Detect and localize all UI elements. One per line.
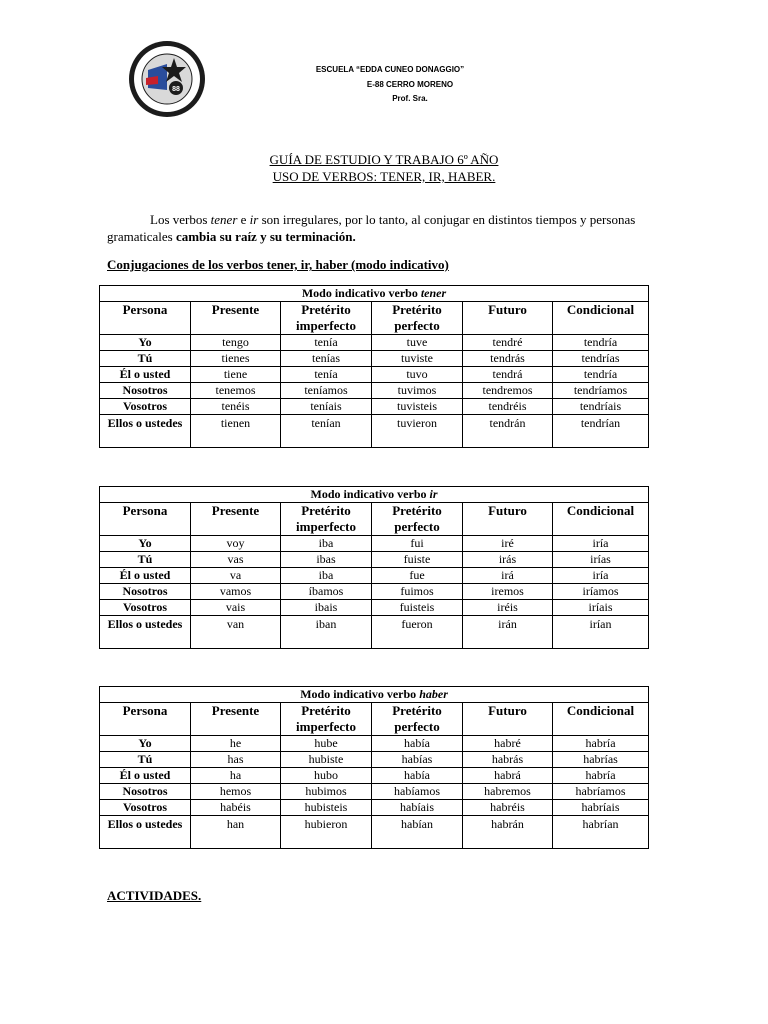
conjugation-cell: iría	[553, 568, 649, 584]
conjugation-cell: fuiste	[372, 552, 463, 568]
column-header: Persona	[100, 302, 191, 335]
teacher-label: Prof. Sra.	[392, 94, 428, 103]
conjugation-cell: fuimos	[372, 584, 463, 600]
persona-cell: Yo	[100, 335, 191, 351]
conjugation-cell: va	[191, 568, 281, 584]
table-row	[100, 816, 649, 849]
conjugation-cell: ha	[191, 768, 281, 784]
conjugation-cell: tenías	[281, 351, 372, 367]
persona-cell: Yo	[100, 536, 191, 552]
persona-cell: Él o usted	[100, 367, 191, 383]
column-header: Presente	[191, 503, 281, 536]
conjugation-cell: irías	[553, 552, 649, 568]
conjugation-cell: fuisteis	[372, 600, 463, 616]
conjugation-cell: tenía	[281, 335, 372, 351]
conjugation-cell: tienes	[191, 351, 281, 367]
conjugation-cell: hemos	[191, 784, 281, 800]
conjugation-cell: habréis	[463, 800, 553, 816]
page-subtitle: USO DE VERBOS: TENER, IR, HABER.	[272, 169, 496, 184]
conjugation-cell: han	[191, 816, 281, 849]
school-name: ESCUELA “EDDA CUNEO DONAGGIO”	[315, 65, 465, 74]
conjugation-cell: tuvo	[372, 367, 463, 383]
conjugation-cell: tenemos	[191, 383, 281, 399]
table-row	[100, 415, 649, 448]
column-header: Persona	[100, 503, 191, 536]
school-code: E-88 CERRO MORENO	[366, 80, 454, 89]
conjugation-cell: tienen	[191, 415, 281, 448]
conjugation-cell: iréis	[463, 600, 553, 616]
table-row	[100, 584, 649, 600]
column-header: Pretérito perfecto	[372, 302, 463, 335]
conjugation-cell: he	[191, 736, 281, 752]
page-title: GUÍA DE ESTUDIO Y TRABAJO 6º AÑO	[269, 152, 499, 167]
column-header: Pretérito imperfecto	[281, 703, 372, 736]
conjugation-cell: iré	[463, 536, 553, 552]
conjugation-cell: hubisteis	[281, 800, 372, 816]
table-caption: Modo indicativo verbo tener	[100, 286, 649, 302]
column-header: Pretérito imperfecto	[281, 503, 372, 536]
conjugation-cell: habríais	[553, 800, 649, 816]
persona-cell: Vosotros	[100, 800, 191, 816]
table-caption: Modo indicativo verbo ir	[100, 487, 649, 503]
column-header: Condicional	[553, 703, 649, 736]
conjugation-cell: habrá	[463, 768, 553, 784]
persona-cell: Él o usted	[100, 768, 191, 784]
persona-cell: Vosotros	[100, 399, 191, 415]
persona-cell: Tú	[100, 752, 191, 768]
conjugation-cell: vamos	[191, 584, 281, 600]
persona-cell: Ellos o ustedes	[100, 616, 191, 649]
conjugation-cell: hubiste	[281, 752, 372, 768]
table-row	[100, 800, 649, 816]
conjugation-cell: fueron	[372, 616, 463, 649]
conjugation-cell: tuvisteis	[372, 399, 463, 415]
conjugation-cell: tendríamos	[553, 383, 649, 399]
conjugation-cell: tendrá	[463, 367, 553, 383]
conjugation-cell: iríais	[553, 600, 649, 616]
conjugation-cell: fue	[372, 568, 463, 584]
conjugation-cell: habré	[463, 736, 553, 752]
conjugation-cell: tuvieron	[372, 415, 463, 448]
persona-cell: Tú	[100, 351, 191, 367]
activities-heading: ACTIVIDADES.	[107, 888, 202, 903]
persona-cell: Tú	[100, 552, 191, 568]
column-header: Pretérito perfecto	[372, 703, 463, 736]
column-header: Futuro	[463, 302, 553, 335]
conjugation-table-haber	[99, 686, 649, 849]
conjugation-cell: habría	[553, 736, 649, 752]
conjugation-cell: hube	[281, 736, 372, 752]
table-row	[100, 351, 649, 367]
conjugation-cell: había	[372, 768, 463, 784]
conjugation-cell: tuviste	[372, 351, 463, 367]
conjugation-cell: iría	[553, 536, 649, 552]
table-row	[100, 600, 649, 616]
column-header: Futuro	[463, 503, 553, 536]
persona-cell: Nosotros	[100, 584, 191, 600]
conjugation-cell: voy	[191, 536, 281, 552]
conjugation-table-tener	[99, 285, 649, 448]
svg-text:88: 88	[172, 86, 180, 93]
column-header: Pretérito imperfecto	[281, 302, 372, 335]
table-row	[100, 616, 649, 649]
table-row	[100, 367, 649, 383]
conjugation-cell: hubieron	[281, 816, 372, 849]
conjugation-table-ir	[99, 486, 649, 649]
conjugation-cell: irás	[463, 552, 553, 568]
persona-cell: Nosotros	[100, 784, 191, 800]
table-row	[100, 536, 649, 552]
table-row	[100, 784, 649, 800]
table-row	[100, 752, 649, 768]
conjugation-cell: irá	[463, 568, 553, 584]
column-header: Presente	[191, 302, 281, 335]
column-header: Presente	[191, 703, 281, 736]
conjugation-cell: tendrías	[553, 351, 649, 367]
conjugation-cell: vais	[191, 600, 281, 616]
conjugation-cell: irían	[553, 616, 649, 649]
conjugation-cell: habrás	[463, 752, 553, 768]
conjugation-cell: tendrás	[463, 351, 553, 367]
section-title: Conjugaciones de los verbos tener, ir, haber (modo indicativo)	[107, 257, 449, 272]
conjugation-cell: van	[191, 616, 281, 649]
conjugation-cell: habéis	[191, 800, 281, 816]
conjugation-cell: tendréis	[463, 399, 553, 415]
conjugation-cell: iremos	[463, 584, 553, 600]
conjugation-cell: tuve	[372, 335, 463, 351]
table-caption: Modo indicativo verbo haber	[100, 687, 649, 703]
table-row	[100, 736, 649, 752]
conjugation-cell: habías	[372, 752, 463, 768]
persona-cell: Nosotros	[100, 383, 191, 399]
conjugation-cell: hubimos	[281, 784, 372, 800]
conjugation-cell: habría	[553, 768, 649, 784]
table-row	[100, 552, 649, 568]
conjugation-cell: tuvimos	[372, 383, 463, 399]
table-row	[100, 768, 649, 784]
conjugation-cell: habrías	[553, 752, 649, 768]
conjugation-cell: tendrían	[553, 415, 649, 448]
conjugation-cell: iba	[281, 536, 372, 552]
persona-cell: Yo	[100, 736, 191, 752]
conjugation-cell: irán	[463, 616, 553, 649]
table-row	[100, 383, 649, 399]
conjugation-cell: iban	[281, 616, 372, 649]
persona-cell: Él o usted	[100, 568, 191, 584]
conjugation-cell: habían	[372, 816, 463, 849]
conjugation-cell: habíamos	[372, 784, 463, 800]
conjugation-cell: ibais	[281, 600, 372, 616]
conjugation-cell: habrán	[463, 816, 553, 849]
conjugation-cell: tenéis	[191, 399, 281, 415]
table-row	[100, 399, 649, 415]
school-logo	[128, 40, 206, 118]
intro-paragraph: Los verbos tener e ir son irregulares, por lo tanto, al conjugar en distintos tiempos y personas gramaticales cambia su raíz y su terminación.	[107, 212, 636, 244]
conjugation-cell: tiene	[191, 367, 281, 383]
conjugation-cell: habremos	[463, 784, 553, 800]
conjugation-cell: iríamos	[553, 584, 649, 600]
conjugation-cell: hubo	[281, 768, 372, 784]
column-header: Futuro	[463, 703, 553, 736]
conjugation-cell: tendremos	[463, 383, 553, 399]
conjugation-cell: tenían	[281, 415, 372, 448]
persona-cell: Vosotros	[100, 600, 191, 616]
conjugation-cell: teníais	[281, 399, 372, 415]
column-header: Pretérito perfecto	[372, 503, 463, 536]
conjugation-cell: tendría	[553, 367, 649, 383]
conjugation-cell: habríamos	[553, 784, 649, 800]
conjugation-cell: tenía	[281, 367, 372, 383]
conjugation-cell: tendré	[463, 335, 553, 351]
persona-cell: Ellos o ustedes	[100, 415, 191, 448]
conjugation-cell: fui	[372, 536, 463, 552]
conjugation-cell: tendría	[553, 335, 649, 351]
conjugation-cell: iba	[281, 568, 372, 584]
conjugation-cell: habrían	[553, 816, 649, 849]
conjugation-cell: tengo	[191, 335, 281, 351]
conjugation-cell: habíais	[372, 800, 463, 816]
table-row	[100, 335, 649, 351]
column-header: Persona	[100, 703, 191, 736]
conjugation-cell: tendrán	[463, 415, 553, 448]
persona-cell: Ellos o ustedes	[100, 816, 191, 849]
column-header: Condicional	[553, 503, 649, 536]
conjugation-cell: tendríais	[553, 399, 649, 415]
table-row	[100, 568, 649, 584]
conjugation-cell: vas	[191, 552, 281, 568]
column-header: Condicional	[553, 302, 649, 335]
conjugation-cell: has	[191, 752, 281, 768]
conjugation-cell: íbamos	[281, 584, 372, 600]
conjugation-cell: había	[372, 736, 463, 752]
conjugation-cell: teníamos	[281, 383, 372, 399]
conjugation-cell: ibas	[281, 552, 372, 568]
